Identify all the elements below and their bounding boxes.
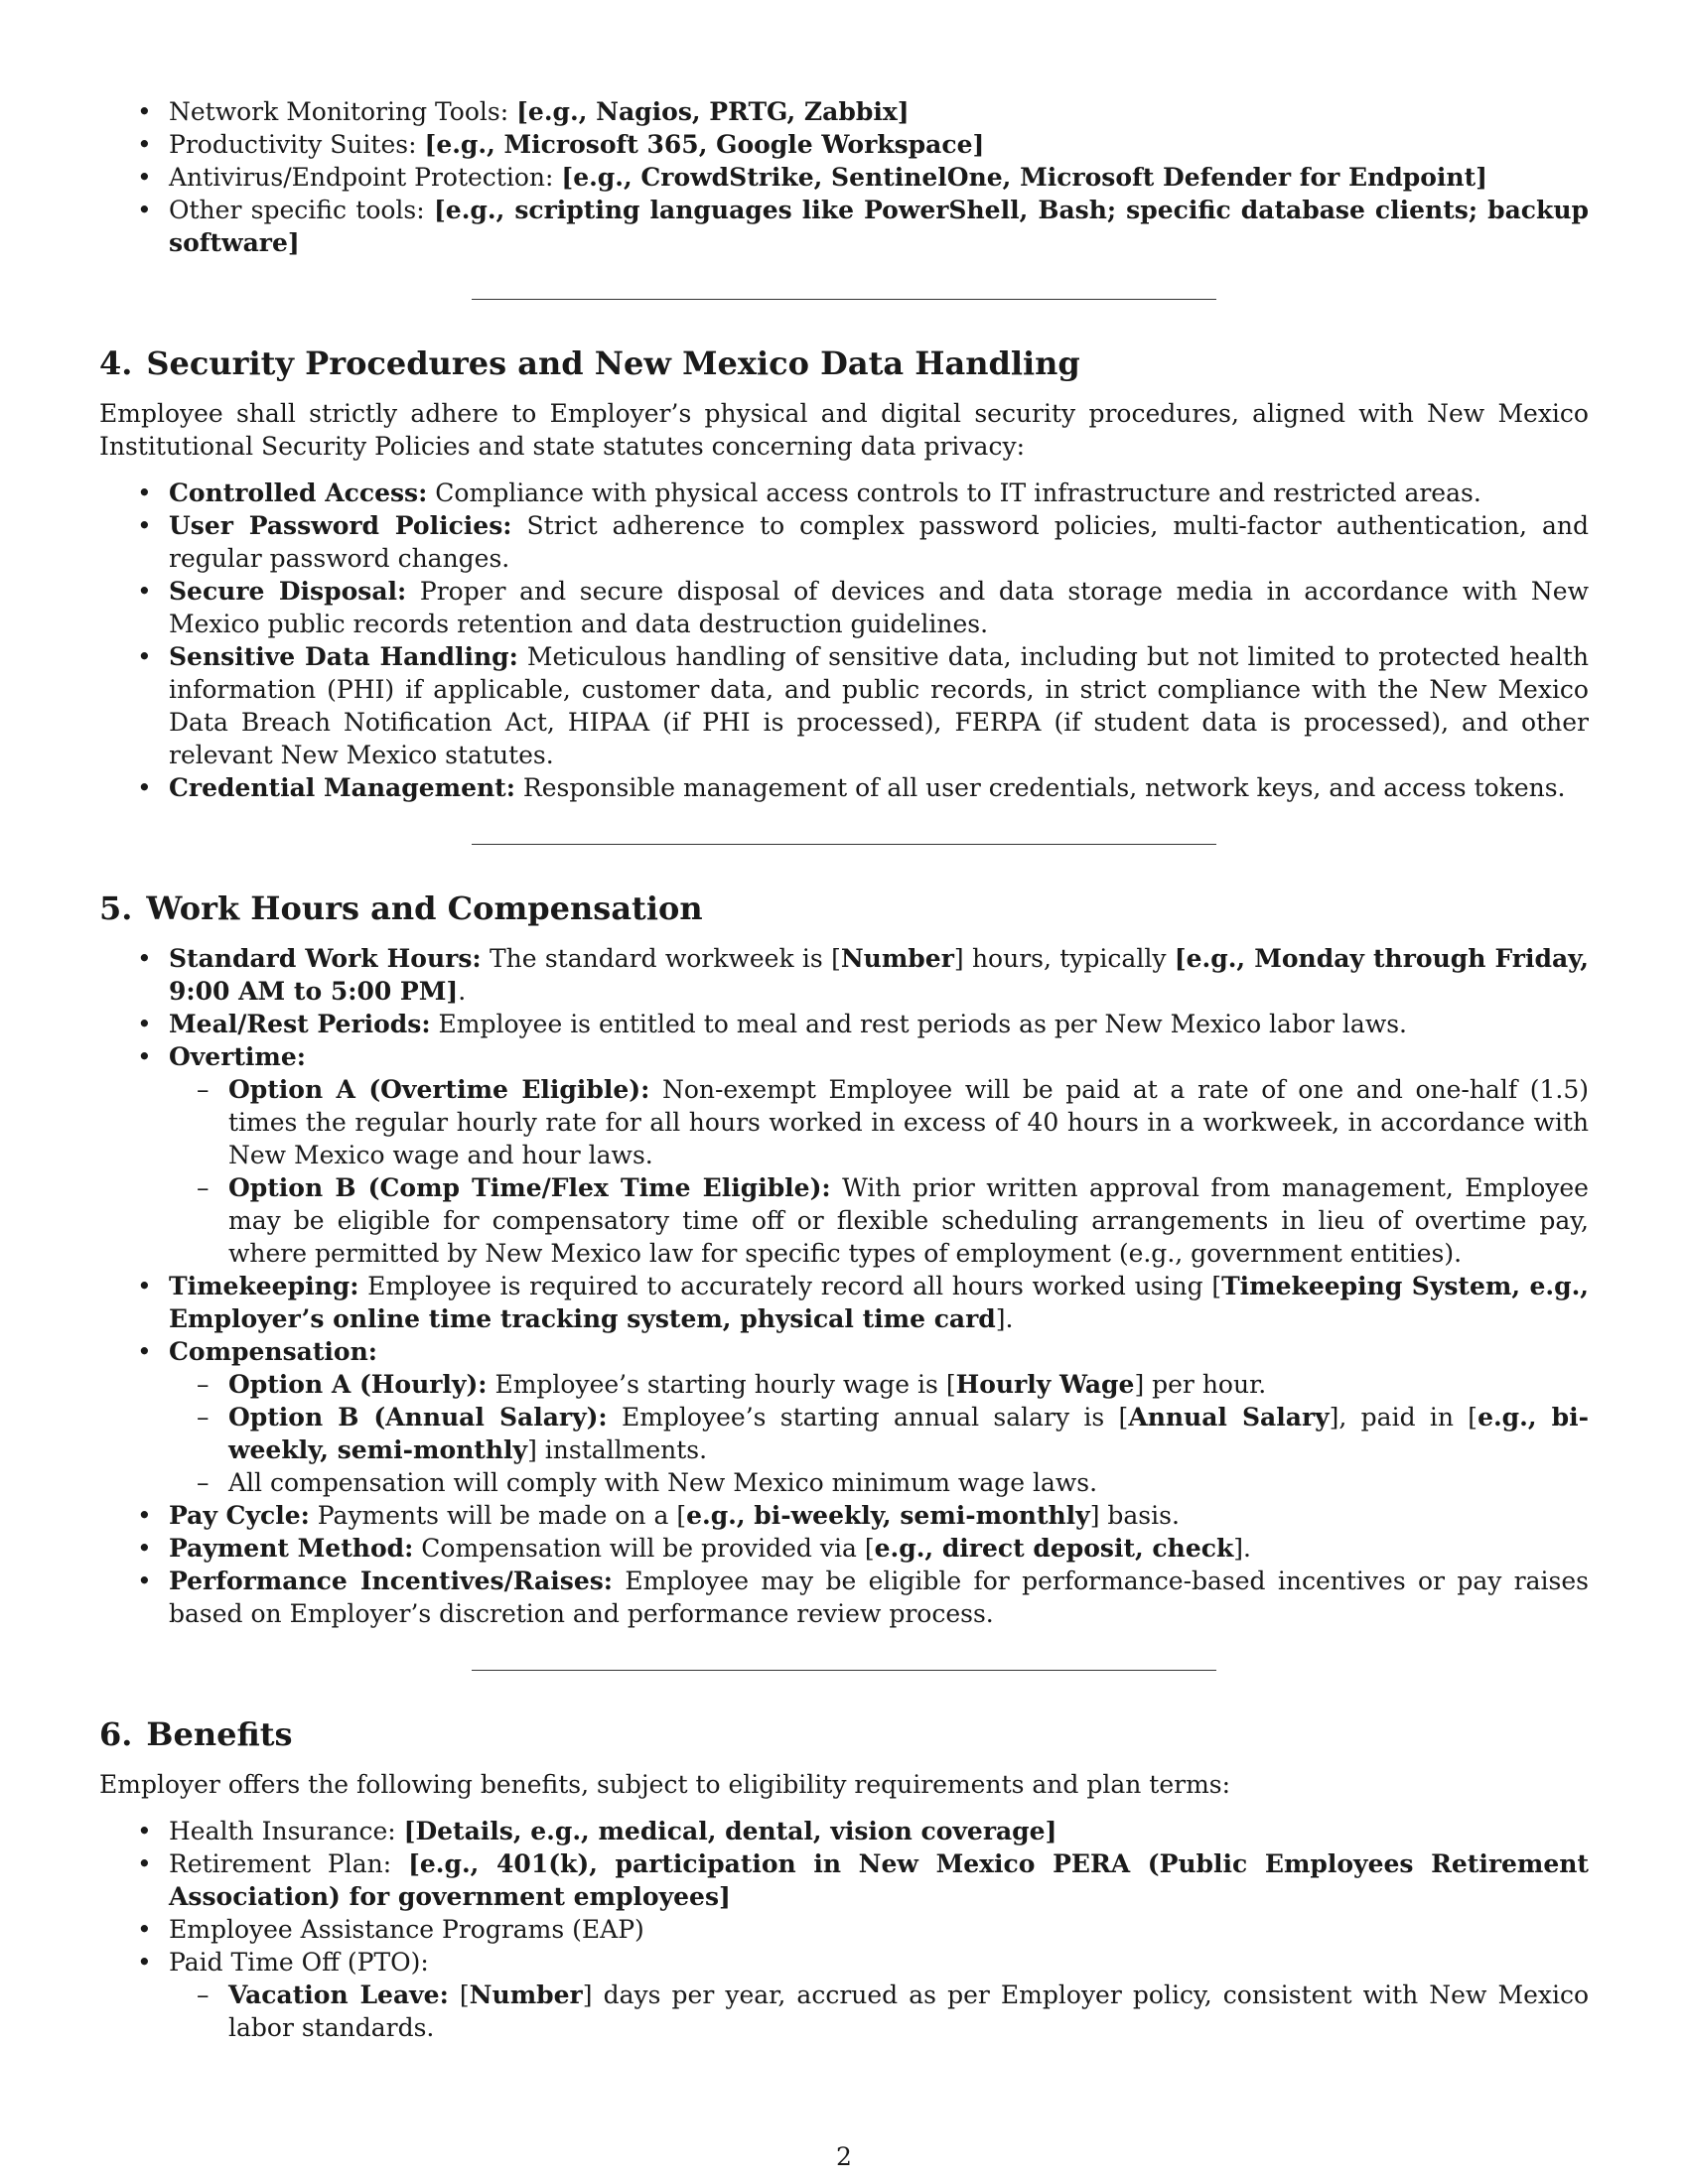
item-value: [e.g., CrowdStrike, SentinelOne, Microsoft Defender for Endpoint] bbox=[561, 163, 1487, 192]
security-list bbox=[99, 477, 1589, 804]
item-term: Option B (Comp Time/Flex Time Eligible): bbox=[228, 1173, 831, 1202]
item-text: ]. bbox=[1233, 1534, 1251, 1563]
item-term: Secure Disposal: bbox=[169, 577, 407, 606]
item-text: Compliance with physical access controls to IT infrastructure and restricted areas. bbox=[427, 478, 1481, 507]
list-item bbox=[99, 1532, 1589, 1565]
item-term: User Password Policies: bbox=[169, 511, 512, 540]
list-item bbox=[99, 1913, 1589, 1946]
list-item bbox=[99, 942, 1589, 1008]
list-item bbox=[99, 575, 1589, 640]
page-number: 2 bbox=[836, 2142, 852, 2171]
item-placeholder: [e.g., Monday through Friday, 9:00 AM to 5:00 PM] bbox=[169, 944, 1589, 1006]
section-5-heading bbox=[99, 888, 1589, 928]
item-text: ] days per year, accrued as per Employer policy, consistent with New Mexico labor standards. bbox=[228, 1980, 1590, 2042]
item-placeholder: Annual Salary bbox=[1128, 1403, 1330, 1432]
item-term: Pay Cycle: bbox=[169, 1501, 310, 1530]
list-item bbox=[99, 1008, 1589, 1040]
section-6-heading bbox=[99, 1714, 1589, 1754]
item-text: Payments will be made on a [ bbox=[309, 1501, 687, 1530]
section-number: 6. bbox=[99, 1715, 133, 1753]
item-term: Option A (Hourly): bbox=[228, 1370, 488, 1399]
section-title: Security Procedures and New Mexico Data Handling bbox=[146, 344, 1080, 382]
item-term: Credential Management: bbox=[169, 773, 515, 802]
item-text: Employee is entitled to meal and rest periods as per New Mexico labor laws. bbox=[430, 1010, 1407, 1038]
item-text: Non-exempt Employee will be paid at a rate of one and one-half (1.5) times the regular hourly rate for all hours worked in excess of 40 hours in a workweek, in accordance with New Mexico wage and hour laws. bbox=[228, 1075, 1590, 1169]
item-placeholder: Number bbox=[840, 944, 954, 973]
item-term: Controlled Access: bbox=[169, 478, 428, 507]
section-title: Work Hours and Compensation bbox=[146, 889, 703, 927]
list-item bbox=[99, 194, 1589, 259]
sub-list-item bbox=[99, 1171, 1589, 1270]
item-text: Strict adherence to complex password policies, multi-factor authentication, and regular password changes. bbox=[169, 511, 1589, 573]
item-value: [e.g., Nagios, PRTG, Zabbix] bbox=[516, 97, 910, 126]
item-label: Network Monitoring Tools: bbox=[169, 97, 517, 126]
item-term: Overtime: bbox=[169, 1042, 307, 1071]
item-text: ] per hour. bbox=[1134, 1370, 1267, 1399]
section-6-intro: Employer offers the following benefits, subject to eligibility requirements and plan terms: bbox=[99, 1770, 1231, 1799]
list-item bbox=[99, 161, 1589, 194]
section-number: 4. bbox=[99, 344, 133, 382]
item-term: Payment Method: bbox=[169, 1534, 414, 1563]
list-item bbox=[99, 640, 1589, 771]
tools-list bbox=[99, 95, 1589, 259]
item-text: Compensation will be provided via [ bbox=[413, 1534, 875, 1563]
item-term: Vacation Leave: bbox=[228, 1980, 449, 2009]
item-text: Meticulous handling of sensitive data, including but not limited to protected health information (PHI) if applicable, customer data, and public records, in strict compliance with the New Mexico Data Breach Notification Act, HIPAA (if PHI is processed), FERPA (if student data is processed), and other relevant New Mexico statutes. bbox=[169, 642, 1590, 769]
item-value: [e.g., Microsoft 365, Google Workspace] bbox=[424, 130, 985, 159]
item-label: Health Insurance: bbox=[169, 1817, 404, 1845]
item-text: ] installments. bbox=[527, 1435, 708, 1464]
list-item bbox=[99, 128, 1589, 161]
section-title: Benefits bbox=[146, 1715, 293, 1753]
item-term: Option A (Overtime Eligible): bbox=[228, 1075, 650, 1104]
item-text: ]. bbox=[995, 1304, 1014, 1333]
item-text: Employee’s starting annual salary is [ bbox=[607, 1403, 1129, 1432]
item-text: Employee’s starting hourly wage is [ bbox=[487, 1370, 956, 1399]
item-text: Responsible management of all user credentials, network keys, and access tokens. bbox=[514, 773, 1566, 802]
list-item bbox=[99, 1499, 1589, 1532]
item-text: All compensation will comply with New Mexico minimum wage laws. bbox=[228, 1468, 1098, 1497]
section-divider bbox=[472, 844, 1216, 845]
item-text: . bbox=[458, 977, 467, 1006]
list-item bbox=[99, 1335, 1589, 1368]
list-item bbox=[99, 477, 1589, 509]
item-text: ] basis. bbox=[1089, 1501, 1180, 1530]
section-number: 5. bbox=[99, 889, 133, 927]
sub-list-item bbox=[99, 1073, 1589, 1171]
item-placeholder: e.g., bi-weekly, semi-monthly bbox=[686, 1501, 1090, 1530]
item-text: [ bbox=[448, 1980, 470, 2009]
list-item bbox=[99, 1946, 1589, 1979]
list-item bbox=[99, 1815, 1589, 1847]
benefits-list bbox=[99, 1815, 1589, 2044]
item-label: Productivity Suites: bbox=[169, 130, 425, 159]
item-text: Employee Assistance Programs (EAP) bbox=[169, 1915, 644, 1944]
item-term: Compensation: bbox=[169, 1337, 377, 1366]
item-placeholder: Hourly Wage bbox=[955, 1370, 1135, 1399]
section-4-intro: Employee shall strictly adhere to Employer’s physical and digital security procedures, aligned with New Mexico Institutional Security Policies and state statutes concerning data privacy: bbox=[99, 399, 1589, 461]
item-term: Option B (Annual Salary): bbox=[228, 1403, 608, 1432]
item-placeholder: e.g., direct deposit, check bbox=[874, 1534, 1234, 1563]
item-label: Retirement Plan: bbox=[169, 1849, 409, 1878]
list-item bbox=[99, 1565, 1589, 1630]
item-value: [e.g., scripting languages like PowerShell, Bash; specific database clients; backup software] bbox=[169, 196, 1590, 257]
item-label: Other specific tools: bbox=[169, 196, 434, 224]
list-item bbox=[99, 1040, 1589, 1073]
item-text: With prior written approval from management, Employee may be eligible for compensatory time off or flexible scheduling arrangements in lieu of overtime pay, where permitted by New Mexico law for specific types of employment (e.g., government entities). bbox=[228, 1173, 1589, 1268]
item-text: Employee is required to accurately record all hours worked using [ bbox=[358, 1272, 1222, 1300]
list-item bbox=[99, 1847, 1589, 1913]
list-item bbox=[99, 95, 1589, 128]
item-text: ] hours, typically bbox=[953, 944, 1175, 973]
item-text: ], paid in [ bbox=[1329, 1403, 1478, 1432]
item-value: [e.g., 401(k), participation in New Mexico PERA (Public Employees Retirement Association) for government employees] bbox=[169, 1849, 1589, 1911]
sub-list-item bbox=[99, 1979, 1589, 2044]
section-divider bbox=[472, 299, 1216, 300]
item-placeholder: Number bbox=[469, 1980, 583, 2009]
item-term: Standard Work Hours: bbox=[169, 944, 482, 973]
item-term: Performance Incentives/Raises: bbox=[169, 1567, 614, 1595]
item-label: Antivirus/Endpoint Protection: bbox=[169, 163, 562, 192]
item-text: Employee may be eligible for performance-based incentives or pay raises based on Employer’s discretion and performance review process. bbox=[169, 1567, 1589, 1628]
section-4-heading bbox=[99, 343, 1589, 383]
item-placeholder: e.g., bi-weekly, semi-monthly bbox=[228, 1403, 1589, 1464]
item-term: Timekeeping: bbox=[169, 1272, 359, 1300]
list-item bbox=[99, 1270, 1589, 1335]
item-text: The standard workweek is [ bbox=[481, 944, 841, 973]
document-page bbox=[99, 95, 1589, 2044]
sub-list-item bbox=[99, 1466, 1589, 1499]
section-divider bbox=[472, 1670, 1216, 1671]
item-text: Paid Time Off (PTO): bbox=[169, 1948, 429, 1977]
work-hours-list bbox=[99, 942, 1589, 1630]
item-value: [Details, e.g., medical, dental, vision coverage] bbox=[403, 1817, 1057, 1845]
sub-list-item bbox=[99, 1368, 1589, 1401]
list-item bbox=[99, 771, 1589, 804]
list-item bbox=[99, 509, 1589, 575]
item-term: Sensitive Data Handling: bbox=[169, 642, 518, 671]
sub-list-item bbox=[99, 1401, 1589, 1466]
item-placeholder: Timekeeping System, e.g., Employer’s online time tracking system, physical time card bbox=[169, 1272, 1589, 1333]
item-text: Proper and secure disposal of devices and data storage media in accordance with New Mexico public records retention and data destruction guidelines. bbox=[169, 577, 1589, 638]
item-term: Meal/Rest Periods: bbox=[169, 1010, 431, 1038]
